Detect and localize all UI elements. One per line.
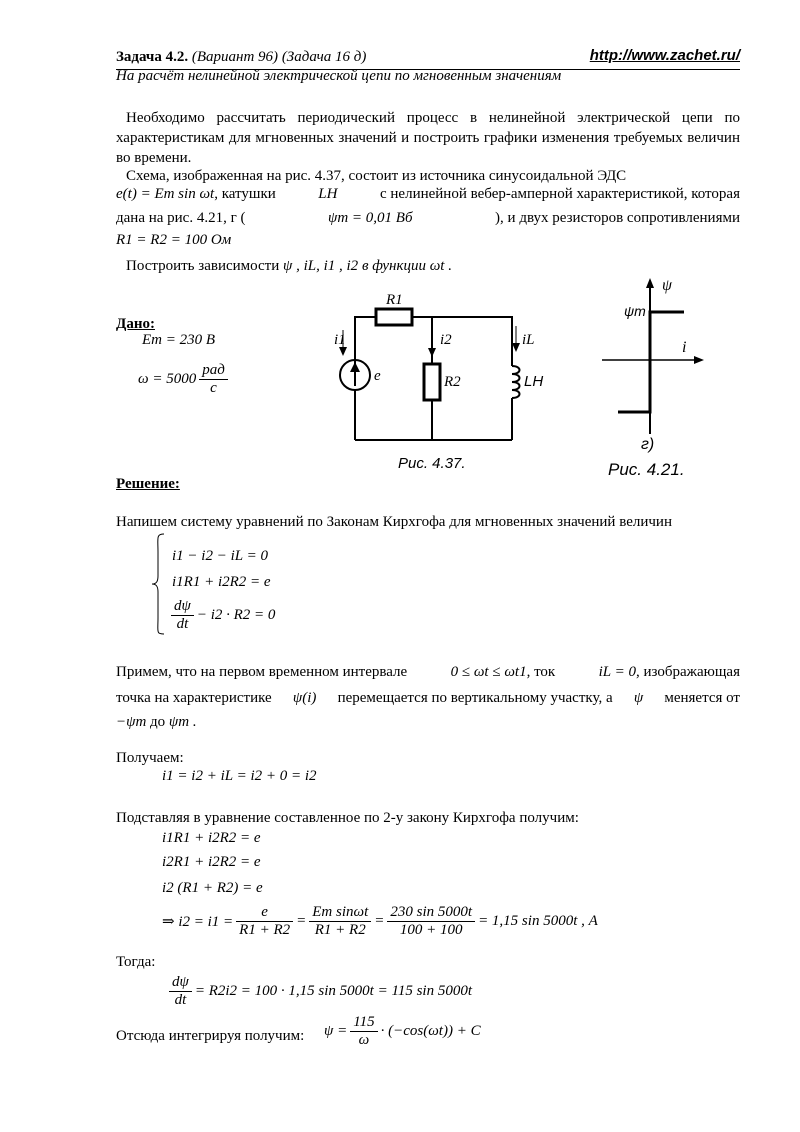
assume-line-1: Примем, что на первом временном интервале 0 ≤ ωt ≤ ωt1, ток iL = 0, изображающая bbox=[116, 664, 740, 680]
then-label: Тогда: bbox=[116, 954, 156, 970]
sub-eq-3: i2 (R1 + R2) = e bbox=[162, 880, 263, 896]
sub-eq-1: i1R1 + i2R2 = e bbox=[162, 830, 261, 846]
label-i2: i2 bbox=[440, 332, 452, 348]
figure-437-caption: Рис. 4.37. bbox=[398, 455, 466, 472]
given-em: Em = 230 В bbox=[142, 332, 216, 348]
given-omega: ω = 5000 $\frac{\text{рад}}{с}$ bbox=[138, 362, 231, 397]
header-task: Задача 4.2. (Вариант 96) (Задача 16 д) bbox=[116, 49, 367, 65]
resistance-values: R1 = R2 = 100 Ом bbox=[116, 232, 232, 248]
then-equation: $\frac{d\psi}{dt}$ = R2i2 = 100 · 1,15 sin 5000t = 115 sin 5000t bbox=[166, 974, 472, 1009]
assume-line-3: −ψm до ψm . bbox=[116, 714, 197, 730]
figure-421-caption: Рис. 4.21. bbox=[608, 460, 685, 479]
integrate-label: Отсюда интегрируя получим: bbox=[116, 1028, 305, 1044]
label-r1: R1 bbox=[386, 292, 403, 308]
figure-421-sub: г) bbox=[641, 436, 655, 453]
intro-paragraph-1: Необходимо рассчитать периодический процесс в нелинейной электрической цепи по характеристикам для мгновенных значений и построить графики изменения требуемых величин во времени. bbox=[116, 110, 740, 166]
psi-axis-label: ψ bbox=[662, 277, 672, 294]
intro-line-2c: дана на рис. 4.21, г ( ψm = 0,01 Вб ), и двух резисторов сопротивлениями bbox=[116, 210, 740, 226]
get-equation: i1 = i2 + iL = i2 + 0 = i2 bbox=[162, 768, 317, 784]
i-axis-label: i bbox=[682, 339, 687, 356]
system-eq-2: i1R1 + i2R2 = e bbox=[172, 574, 271, 590]
substitute-label: Подставляя в уравнение составленное по 2-у закону Кирхгофа получим: bbox=[116, 810, 579, 826]
label-lh: LH bbox=[524, 373, 544, 390]
label-r2: R2 bbox=[444, 374, 461, 390]
sub-eq-4: ⇒ i2 = i1 = $\frac{e}{R1 + R2}$ = $\frac{\text{Em sinωt}}{R1 + R2}$ = $\frac{230 \sin 5000t}{100 + 100}$ = 1,15 sin 5000t , А bbox=[162, 904, 598, 938]
label-il: iL bbox=[522, 332, 535, 348]
intro-paragraph-2a: Схема, изображенная на рис. 4.37, состоит из источника синусоидальной ЭДС bbox=[126, 168, 627, 184]
psim-label: ψm bbox=[624, 303, 646, 319]
assume-line-2: точка на характеристике ψ(i) перемещается по вертикальному участку, а ψ меняется от bbox=[116, 690, 740, 706]
page-header bbox=[116, 47, 740, 70]
characteristic-graph bbox=[596, 276, 706, 436]
intro-line-3: Построить зависимости ψ , iL, i1 , i2 в функции ωt . bbox=[126, 258, 452, 274]
i1-arrow bbox=[339, 347, 347, 356]
system-eq-3: $\frac{d\psi}{dt}$ − i2 · R2 = 0 bbox=[168, 598, 275, 633]
header-url-link[interactable]: http://www.zachet.ru/ bbox=[589, 47, 740, 64]
intro-line-2b: e(t) = Em sin ωt, катушки LH с нелинейной вебер-амперной характеристикой, которая bbox=[116, 186, 740, 202]
system-brace bbox=[150, 532, 166, 636]
sub-eq-2: i2R1 + i2R2 = e bbox=[162, 854, 261, 870]
integrate-equation: ψ = $\frac{115}{\omega}$ · (−cos(ωt)) + C bbox=[324, 1014, 481, 1048]
kirchhoff-intro: Напишем систему уравнений по Законам Кирхгофа для мгновенных значений величин bbox=[116, 514, 672, 530]
given-title: Дано: bbox=[116, 316, 155, 332]
system-eq-1: i1 − i2 − iL = 0 bbox=[172, 548, 268, 564]
page-subtitle: На расчёт нелинейной электрической цепи по мгновенным значениям bbox=[116, 68, 562, 84]
label-e: e bbox=[374, 368, 381, 384]
label-i1: i1 bbox=[334, 332, 346, 348]
solution-title: Решение: bbox=[116, 476, 180, 492]
circuit-diagram bbox=[300, 282, 560, 477]
get-label: Получаем: bbox=[116, 750, 184, 766]
